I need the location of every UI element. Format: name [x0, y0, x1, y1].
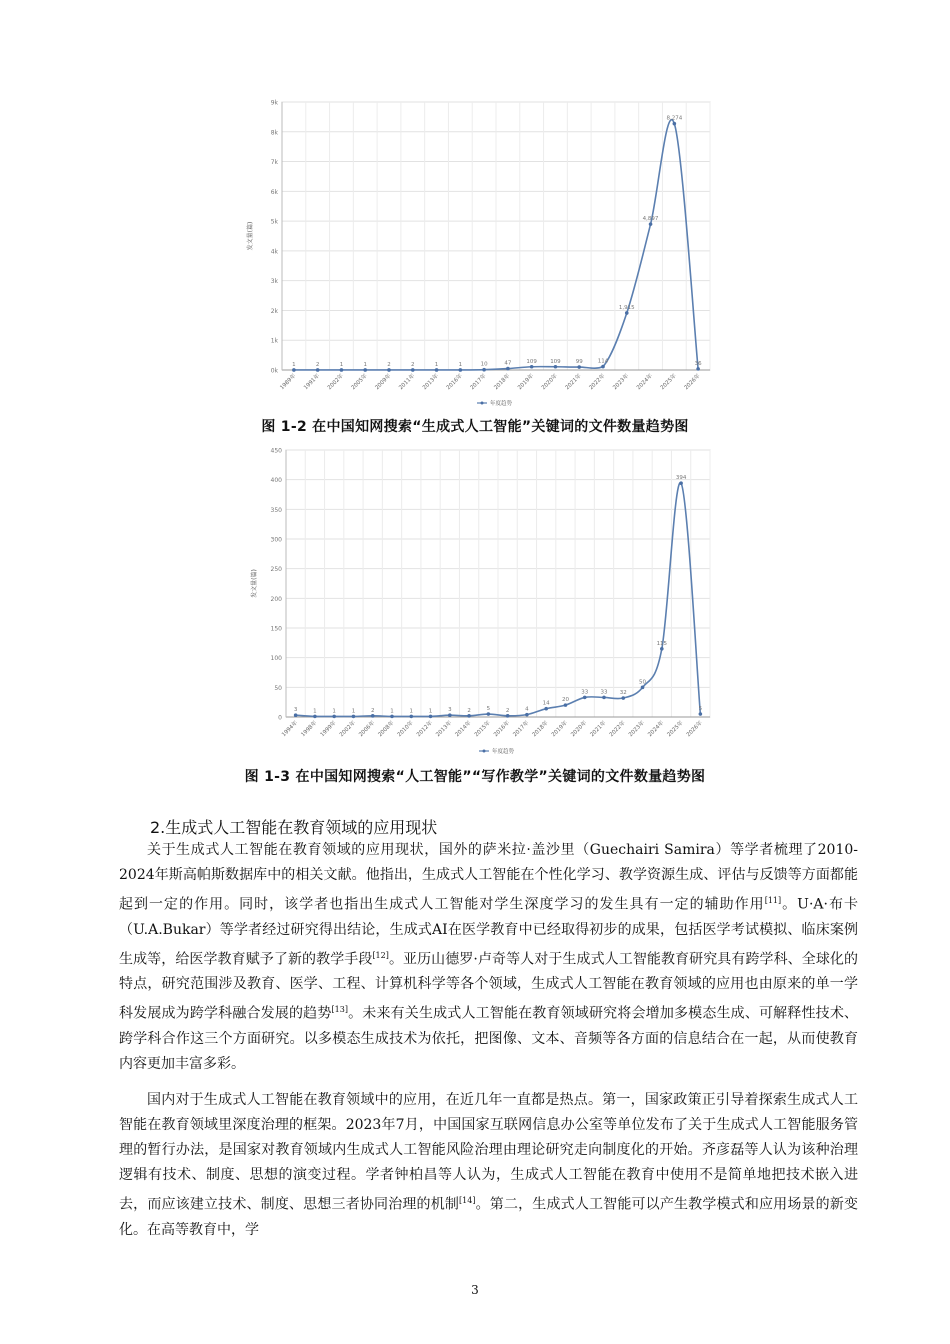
y-tick-label: 450: [270, 447, 282, 455]
x-tick-label: 2013年: [435, 720, 454, 739]
chart-fig-1-3: [250, 443, 720, 758]
paragraph-1: [119, 838, 858, 1077]
y-tick-label: 0k: [270, 367, 278, 375]
data-point: [352, 715, 356, 719]
y-tick-label: 1k: [270, 337, 278, 345]
data-label: 8,274: [666, 115, 683, 122]
x-tick-label: 2006年: [358, 720, 377, 739]
data-label: 5: [698, 706, 703, 713]
paragraph-2-text-b: 。第二，生成式人工智能可以产生教学模式和应用场景的新变化。在高等教育中，学: [119, 1196, 859, 1238]
y-tick-label: 50: [274, 684, 282, 692]
y-tick-label: 5k: [270, 218, 278, 226]
figure-caption-1-2: 图 1-2 在中国知网搜索“生成式人工智能”关键词的文件数量趋势图: [261, 419, 689, 435]
data-point: [602, 696, 606, 700]
y-tick-label: 3k: [270, 278, 278, 286]
data-label: 99: [575, 359, 583, 366]
x-tick-label: 2018年: [531, 720, 550, 739]
data-label: 1: [409, 708, 414, 715]
x-tick-label: 2018年: [493, 373, 512, 392]
legend-marker: [483, 750, 486, 753]
data-point: [390, 715, 394, 719]
data-point: [699, 712, 703, 716]
y-tick-label: 350: [270, 506, 282, 514]
data-label: 2: [387, 361, 391, 368]
y-tick-label: 150: [270, 625, 282, 633]
x-tick-label: 2012年: [415, 720, 434, 739]
data-label: 2: [370, 707, 375, 714]
data-label: 3: [448, 707, 452, 714]
data-point: [641, 686, 645, 690]
x-tick-label: 2010年: [396, 720, 415, 739]
data-label: 47: [504, 360, 512, 367]
data-label: 114: [597, 358, 609, 365]
data-label: 1: [339, 361, 344, 368]
data-point: [482, 368, 486, 372]
data-label: 5: [486, 706, 491, 713]
data-point: [292, 368, 296, 372]
data-point: [294, 713, 298, 717]
paragraph-2-text-a: 国内对于生成式人工智能在教育领域中的应用，在近几年一直都是热点。第一，国家政策正引导着探索生成式人工智能在教育领域里深度治理的框架。2023年7月，中国国家互联网信息办公室等单位发布了关于生成式人工智能服务管理的暂行办法，是国家对教育领域内生成式人工智能风险治理由理论研究走向制度化的开始。齐彦磊等人认为该种治理逻辑有技术、制度、思想的演变过程。学者钟柏昌等人认为，生成式人工智能在教育中使用不是简单地把技术嵌入进去，而应该建立技术、制度、思想三者协同治理的机制: [119, 1092, 858, 1213]
data-point: [583, 696, 587, 700]
x-tick-label: 2013年: [421, 373, 440, 392]
x-tick-label: 2016年: [493, 720, 512, 739]
x-tick-label: 2008年: [377, 720, 396, 739]
x-tick-label: 1999年: [319, 720, 338, 739]
y-tick-label: 4k: [270, 248, 278, 256]
data-label: 20: [561, 697, 569, 704]
section-heading: 2.生成式人工智能在教育领域的应用现状: [150, 818, 438, 837]
x-tick-label: 2020年: [540, 373, 559, 392]
x-tick-label: 2024年: [647, 720, 666, 739]
y-tick-label: 300: [270, 536, 282, 544]
data-label: 2: [505, 707, 510, 714]
x-tick-label: 2002年: [338, 720, 357, 739]
data-point: [621, 696, 625, 700]
citation-12: [12]: [372, 950, 389, 960]
data-label: 4,897: [642, 216, 659, 223]
legend-label: 年度趋势: [490, 401, 513, 407]
x-tick-label: 2025年: [659, 373, 678, 392]
data-label: 1: [351, 708, 356, 715]
data-label: 2: [411, 361, 415, 368]
data-point: [577, 365, 581, 369]
x-tick-label: 1994年: [281, 720, 300, 739]
y-tick-label: 200: [270, 595, 282, 603]
y-tick-label: 400: [270, 477, 282, 485]
x-tick-label: 2019年: [550, 720, 569, 739]
data-point: [409, 715, 413, 719]
data-point: [649, 222, 653, 226]
x-tick-label: 2005年: [350, 373, 369, 392]
data-label: 14: [542, 700, 550, 707]
data-point: [696, 367, 700, 371]
y-tick-label: 100: [270, 655, 282, 663]
data-label: 1: [332, 708, 336, 715]
data-label: 1: [363, 361, 367, 368]
data-label: 10: [480, 361, 488, 368]
data-point: [459, 368, 463, 372]
data-point: [387, 368, 391, 372]
x-tick-label: 1989年: [279, 373, 298, 392]
y-tick-label: 2k: [270, 307, 278, 315]
data-point: [601, 365, 605, 369]
data-point: [544, 707, 548, 711]
data-label: 1: [313, 708, 317, 715]
data-label: 1: [458, 361, 463, 368]
x-tick-label: 2015年: [473, 720, 492, 739]
data-label: 4: [525, 706, 529, 713]
data-point: [467, 714, 471, 718]
legend-marker: [481, 402, 484, 405]
data-label: 1,915: [618, 304, 635, 311]
x-tick-label: 1991年: [303, 373, 322, 392]
legend-label: 年度趋势: [492, 749, 515, 755]
x-tick-label: 2019年: [517, 373, 536, 392]
paragraph-2: [119, 1088, 858, 1243]
paragraph-1-text-d: 。未来有关生成式人工智能在教育领域研究将会增加多模态生成、可解释性技术、跨学科合作这三个方面研究。以多模态生成技术为依托，把图像、文本、音频等各方面的信息结合在一起，从而使教育内容更加丰富多彩。: [119, 1005, 859, 1072]
data-label: 109: [550, 358, 561, 365]
data-point: [363, 368, 367, 372]
x-tick-label: 2026年: [685, 720, 704, 739]
data-label: 2: [467, 707, 471, 714]
x-tick-label: 2016年: [445, 373, 464, 392]
x-tick-label: 2022年: [588, 373, 607, 392]
data-point: [316, 368, 320, 372]
x-tick-label: 2017年: [512, 720, 531, 739]
y-axis-label: 发文量(篇): [247, 221, 254, 251]
paragraph-1-text-c: 。亚历山德罗·卢奇等人对于生成式人工智能教育研究具有跨学科、全球化的特点，研究范围涉及教育、医学、工程、计算机科学等各个领域，生成式人工智能在教育领域的应用也由原来的单一学科发展成为跨学科融合发展的趋势: [119, 951, 859, 1022]
y-tick-label: 7k: [270, 159, 278, 167]
data-point: [679, 481, 683, 485]
data-point: [340, 368, 344, 372]
data-point: [673, 122, 677, 126]
data-point: [525, 713, 529, 717]
x-tick-label: 2023年: [627, 720, 646, 739]
chart-1-svg: [247, 92, 720, 410]
page-number: 3: [471, 1283, 479, 1297]
data-label: 3: [293, 707, 298, 714]
data-point: [564, 703, 568, 707]
data-label: 394: [675, 475, 687, 482]
x-tick-label: 2023年: [612, 373, 631, 392]
data-label: 33: [581, 689, 589, 696]
data-point: [429, 715, 433, 719]
data-label: 1: [292, 361, 296, 368]
y-tick-label: 8k: [270, 129, 278, 137]
y-tick-label: 9k: [270, 99, 278, 107]
x-tick-label: 2009年: [374, 373, 393, 392]
data-point: [554, 365, 558, 369]
paragraph-1-text-a: 关于生成式人工智能在教育领域的应用现状，国外的萨米拉·盖沙里（Guechairi Samira）等学者梳理了2010-2024年斯高帕斯数据库中的相关文献。他指出，生成式人工智能在个性化学习、教学资源生成、评估与反馈等方面都能起到一定的作用。同时，该学者也指出生成式人工智能对学生深度学习的发生具有一定的辅助作用: [119, 842, 858, 913]
data-point: [506, 367, 510, 371]
data-point: [448, 713, 452, 717]
data-point: [313, 715, 317, 719]
data-point: [506, 714, 510, 718]
x-tick-label: 2025年: [666, 720, 685, 739]
data-label: 32: [619, 690, 627, 697]
data-point: [435, 368, 439, 372]
x-tick-label: 2014年: [454, 720, 473, 739]
x-tick-label: 2020年: [570, 720, 589, 739]
data-point: [371, 714, 375, 718]
citation-14: [14]: [459, 1196, 476, 1205]
data-label: 109: [526, 358, 537, 365]
x-tick-label: 2024年: [635, 373, 654, 392]
x-tick-label: 2022年: [608, 720, 627, 739]
data-point: [332, 715, 336, 719]
x-tick-label: 2002年: [326, 373, 345, 392]
chart-fig-1-2: [247, 92, 720, 410]
data-point: [660, 647, 664, 651]
y-tick-label: 6k: [270, 188, 278, 196]
figure-caption-1-3: 图 1-3 在中国知网搜索“人工智能”“写作教学”关键词的文件数量趋势图: [244, 769, 706, 785]
chart-2-svg: [250, 443, 720, 758]
data-label: 1: [390, 708, 394, 715]
citation-11: [11]: [764, 896, 782, 905]
data-label: 2: [315, 361, 320, 368]
data-point: [487, 712, 491, 716]
y-tick-label: 250: [270, 566, 282, 574]
data-label: 1: [428, 708, 433, 715]
y-axis-label: 发文量(篇): [251, 569, 258, 598]
data-label: 50: [639, 679, 647, 686]
data-label: 1: [434, 361, 439, 368]
data-point: [530, 365, 534, 369]
x-tick-label: 2026年: [683, 373, 702, 392]
citation-13: [13]: [331, 1005, 348, 1015]
data-label: 33: [600, 689, 608, 696]
data-label: 115: [656, 640, 668, 647]
data-point: [411, 368, 415, 372]
x-tick-label: 2011年: [398, 373, 417, 392]
x-tick-label: 1998年: [300, 720, 319, 739]
y-tick-label: 0: [278, 714, 282, 722]
paragraph-1-text-b: 。U·A·布卡（U.A.Bukar）等学者经过研究得出结论，生成式AI在医学教育中已经取得初步的成果，包括医学考试模拟、临床案例生成等，给医学教育赋予了新的教学手段: [119, 896, 858, 968]
data-label: 36: [694, 360, 702, 367]
x-tick-label: 2021年: [564, 373, 583, 392]
x-tick-label: 2017年: [469, 373, 488, 392]
data-point: [625, 311, 629, 315]
x-tick-label: 2021年: [589, 720, 608, 739]
